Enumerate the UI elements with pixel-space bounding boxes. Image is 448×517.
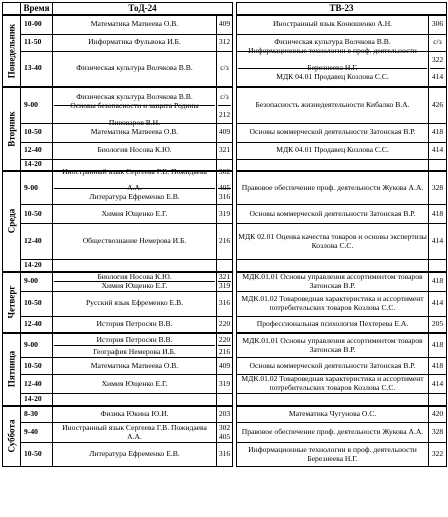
room-number: 409 xyxy=(218,19,231,29)
lesson-text: История Петросян В.В. xyxy=(96,318,173,328)
group2-room xyxy=(429,51,447,87)
group2-subject xyxy=(237,333,429,358)
lesson-text: Информационные технологии в проф. деятельности Березнеева Н.Г. xyxy=(248,444,417,463)
group1-room xyxy=(217,34,233,51)
group2-room xyxy=(429,291,447,316)
time-cell: 9-00 xyxy=(21,272,53,292)
group1-subject xyxy=(53,142,217,159)
group2-subject xyxy=(237,423,429,443)
room-number: 409 xyxy=(218,360,231,370)
group1-room xyxy=(217,272,233,292)
lesson-text: МДК.01.02 Товароведная характеристика и ассортимент потребительских товаров Козлова С.С. xyxy=(241,374,424,392)
group2-room xyxy=(429,34,447,51)
lesson-text: Информационные технологии в проф. деятельности Березнеева Н.Г. xyxy=(248,46,417,72)
lesson-text: Литература Ефременко Е.В. xyxy=(89,449,180,459)
room-number: 328 xyxy=(431,427,444,437)
group1-subject xyxy=(53,167,217,205)
lesson-text: Иностранный язык Сергеева Г.В. Пожидаева А.А. xyxy=(62,422,207,441)
time-cell: 14-20 xyxy=(21,260,53,272)
group2-subject xyxy=(237,375,429,394)
schedule-row xyxy=(3,142,447,159)
group2-room xyxy=(429,406,447,423)
room-number: 212 xyxy=(218,105,231,123)
group1-subject xyxy=(53,205,217,224)
room-number: с/з xyxy=(220,63,229,73)
lesson-text: Математика Матвеева О.В. xyxy=(90,360,179,370)
time-cell: 10-50 xyxy=(21,358,53,375)
group1-subject xyxy=(53,316,217,333)
group2-room xyxy=(429,123,447,142)
room-number: 414 xyxy=(431,378,444,388)
group1-subject xyxy=(53,51,217,87)
schedule-row xyxy=(3,224,447,260)
lesson-text: Иностранный язык Конюшенко А.Н. xyxy=(272,19,393,29)
lesson-text: МДК.01.01 Основы управления ассортиментом товаров Затонская В.Р. xyxy=(242,271,423,290)
lesson-text: Физическая культура Волчкова В.В. xyxy=(76,63,193,73)
day-label: Суббота xyxy=(6,419,16,453)
group1-subject xyxy=(53,224,217,260)
room-number: 316 xyxy=(218,188,231,205)
group1-room xyxy=(217,15,233,34)
group2-room xyxy=(429,358,447,375)
day-label: Среда xyxy=(6,209,16,234)
group1-room xyxy=(217,423,233,443)
group2-room xyxy=(429,375,447,394)
schedule-row xyxy=(3,205,447,224)
group2-room xyxy=(429,423,447,443)
group2-subject xyxy=(237,87,429,124)
room-number: 321 xyxy=(218,145,231,155)
group1-subject xyxy=(53,333,217,358)
group2-subject xyxy=(237,291,429,316)
header-row xyxy=(3,3,447,16)
room-number: 414 xyxy=(430,68,445,86)
room-number: 312 xyxy=(218,37,231,47)
lesson-text: Основы коммерческой деятельности Затонская В.Р. xyxy=(249,208,416,218)
room-number: 321 xyxy=(218,271,231,281)
group2-room xyxy=(429,15,447,34)
group1-room xyxy=(217,291,233,316)
group1-subject xyxy=(53,375,217,394)
time-cell: 13-40 xyxy=(21,51,53,87)
group2-room xyxy=(429,394,447,406)
day-label: Вторник xyxy=(6,111,16,147)
lesson-text: Физика Юкина Ю.И. xyxy=(100,408,169,418)
lesson-text: Математика Чугунова О.С. xyxy=(288,408,377,418)
day-cell xyxy=(3,15,21,87)
group2-room xyxy=(429,205,447,224)
lesson-text: Литература Ефременко Е.В. xyxy=(54,188,215,205)
schedule-row xyxy=(3,260,447,272)
schedule-row xyxy=(3,51,447,87)
group2-header: ТВ-23 xyxy=(237,3,447,16)
group2-room xyxy=(429,142,447,159)
lesson-text: Химия Ющенко Е.Г. xyxy=(101,208,168,218)
group2-subject xyxy=(237,171,429,205)
group2-room xyxy=(429,159,447,171)
time-cell: 9-00 xyxy=(21,333,53,358)
room-number: 216 xyxy=(218,347,231,356)
schedule-row xyxy=(3,375,447,394)
schedule-row xyxy=(3,291,447,316)
time-cell: 10-00 xyxy=(21,15,53,34)
group2-subject xyxy=(237,260,429,272)
schedule-row xyxy=(3,423,447,443)
group1-subject xyxy=(53,394,217,406)
lesson-text: История Петросян В.В. xyxy=(96,335,173,344)
group2-subject xyxy=(237,123,429,142)
schedule-row xyxy=(3,15,447,34)
group1-room xyxy=(217,260,233,272)
room-number: 414 xyxy=(431,298,444,308)
day-cell xyxy=(3,171,21,272)
lesson-text: Биология Носова К.Ю. xyxy=(97,271,172,281)
time-cell: 14-20 xyxy=(21,159,53,171)
room-number: 203 xyxy=(218,408,231,418)
lesson-text: МДК 02.01 Оценка качества товаров и основы экспертизы Козлова С.С. xyxy=(238,231,427,250)
lesson-text: Безопасность жизнедеятельности Кибалко В.А. xyxy=(255,99,410,109)
group2-subject xyxy=(237,46,429,87)
time-cell: 14-20 xyxy=(21,394,53,406)
schedule-row xyxy=(3,358,447,375)
group1-room xyxy=(217,51,233,87)
group1-room xyxy=(217,224,233,260)
group2-subject xyxy=(237,316,429,333)
day-cell xyxy=(3,87,21,172)
group1-room xyxy=(217,406,233,423)
group2-subject xyxy=(237,224,429,260)
schedule-row xyxy=(3,443,447,467)
time-cell: 12-40 xyxy=(21,316,53,333)
schedule-row xyxy=(3,87,447,124)
room-number: 205 xyxy=(431,318,444,328)
lesson-text: Иностранный язык Сергеева Г.В. Пожидаева А.А. xyxy=(62,167,207,192)
room-number: 328 xyxy=(431,182,444,192)
time-cell: 12-40 xyxy=(21,142,53,159)
lesson-text: Основы коммерческой деятельности Затонская В.Р. xyxy=(249,127,416,137)
group2-subject xyxy=(237,159,429,171)
room-number: 418 xyxy=(431,276,444,286)
lesson-text: МДК.01.02 Товароведная характеристика и ассортимент потребительских товаров Козлова С.С. xyxy=(241,293,424,312)
group1-subject xyxy=(53,358,217,375)
room-number: 418 xyxy=(431,340,444,350)
group2-room xyxy=(429,87,447,124)
room-number: 322 xyxy=(431,54,444,64)
time-cell: 10-50 xyxy=(21,443,53,467)
group1-subject xyxy=(53,423,217,443)
lesson-text: Химия Ющенко Е.Г. xyxy=(54,281,215,291)
group1-room xyxy=(217,358,233,375)
room-number: 409 xyxy=(218,127,231,137)
group2-subject xyxy=(237,358,429,375)
corner-cell xyxy=(3,3,21,16)
group1-subject xyxy=(53,87,217,127)
time-cell: 12-40 xyxy=(21,224,53,260)
room-number: 306 xyxy=(431,19,444,29)
schedule-row xyxy=(3,333,447,358)
room-number: 220 xyxy=(218,335,231,344)
group1-room xyxy=(217,142,233,159)
lesson-text: Биология Носова К.Ю. xyxy=(97,145,172,155)
lesson-text: География Немерова И.Б. xyxy=(54,345,215,357)
lesson-text: Физическая культура Волчкова В.В. xyxy=(274,37,391,47)
group2-subject xyxy=(237,15,429,34)
group2-room xyxy=(429,171,447,205)
group2-subject xyxy=(237,272,429,292)
group1-subject xyxy=(53,291,217,316)
group1-room xyxy=(217,87,233,124)
lesson-text: Профессиональная психология Пехтерева Е.А. xyxy=(256,318,409,328)
group1-subject xyxy=(53,260,217,272)
group1-room xyxy=(217,375,233,394)
lesson-text: Русский язык Ефременко Е.В. xyxy=(85,298,184,308)
group1-room xyxy=(217,443,233,467)
time-cell: 10-50 xyxy=(21,205,53,224)
lesson-text: Информатика Фульвока И.Б. xyxy=(88,37,181,47)
room-number: 302 405 xyxy=(218,422,231,441)
group1-room xyxy=(217,167,233,205)
group2-room xyxy=(429,333,447,358)
group1-subject xyxy=(53,443,217,467)
room-number: 316 xyxy=(218,449,231,459)
time-cell: 12-40 xyxy=(21,375,53,394)
lesson-text: МДК 04.01 Продавец Козлова С.С. xyxy=(276,145,389,155)
schedule-row xyxy=(3,171,447,205)
room-number: 319 xyxy=(218,378,231,388)
group2-room xyxy=(429,316,447,333)
room-number: 418 xyxy=(431,127,444,137)
schedule-row xyxy=(3,406,447,423)
day-cell xyxy=(3,406,21,467)
lesson-text: Правовое обеспечение проф. деятельности Жукова А.А. xyxy=(241,182,424,192)
time-cell: 9-40 xyxy=(21,423,53,443)
lesson-text: Математика Матвеева О.В. xyxy=(90,127,179,137)
room-number: 418 xyxy=(431,208,444,218)
group1-room xyxy=(217,205,233,224)
group2-room xyxy=(429,443,447,467)
lesson-text: Физическая культура Волчкова В.В. xyxy=(76,91,193,101)
schedule-row xyxy=(3,316,447,333)
time-cell: 9-00 xyxy=(21,87,53,124)
schedule-row xyxy=(3,272,447,292)
day-cell xyxy=(3,272,21,334)
group1-subject xyxy=(53,272,217,292)
schedule-row xyxy=(3,394,447,406)
group2-subject xyxy=(237,394,429,406)
room-number: 216 xyxy=(218,236,231,246)
group1-room xyxy=(217,316,233,333)
day-label: Четверг xyxy=(6,285,16,319)
lesson-text: МДК 04.01 Продавец Козлова С.С. xyxy=(238,68,427,86)
group2-subject xyxy=(237,443,429,467)
group2-subject xyxy=(237,205,429,224)
lesson-text: Правовое обеспечение проф. деятельности Жукова А.А. xyxy=(241,427,424,437)
group2-room xyxy=(429,224,447,260)
room-number: 319 xyxy=(218,208,231,218)
time-cell: 11-50 xyxy=(21,34,53,51)
lesson-text: Основы безопасности и защита Родины Пивоваров В.Н. xyxy=(54,105,215,123)
group2-subject xyxy=(237,142,429,159)
group2-room xyxy=(429,260,447,272)
group1-subject xyxy=(53,406,217,423)
group2-room xyxy=(429,272,447,292)
room-number: 414 xyxy=(431,145,444,155)
group1-room xyxy=(217,394,233,406)
day-cell xyxy=(3,333,21,406)
room-number: 220 xyxy=(218,318,231,328)
room-number: 418 xyxy=(431,360,444,370)
room-number: 316 xyxy=(218,298,231,308)
day-label: Пятница xyxy=(6,351,16,388)
time-cell: 8-30 xyxy=(21,406,53,423)
room-number: 302 405 xyxy=(218,167,231,192)
time-cell: 9-00 xyxy=(21,171,53,205)
room-number: с/з xyxy=(220,91,229,101)
room-number: 319 xyxy=(218,281,231,290)
lesson-text: Математика Матвеева О.В. xyxy=(90,19,179,29)
lesson-text: Обществознание Немерова И.Б. xyxy=(82,236,187,246)
room-number: 322 xyxy=(431,449,444,459)
lesson-text: МДК.01.01 Основы управления ассортиментом товаров Затонская В.Р. xyxy=(242,335,423,354)
group1-subject xyxy=(53,34,217,51)
group2-subject xyxy=(237,406,429,423)
group1-room xyxy=(217,333,233,358)
lesson-text: Основы коммерческой деятельности Затонская В.Р. xyxy=(249,360,416,370)
time-cell: 10-50 xyxy=(21,123,53,142)
room-number: 426 xyxy=(431,99,444,109)
group1-header: ТоД-24 xyxy=(53,3,233,16)
group1-subject xyxy=(53,15,217,34)
time-cell: 10-50 xyxy=(21,291,53,316)
room-number: с/з xyxy=(433,37,442,47)
room-number: 420 xyxy=(431,408,444,418)
time-header: Время xyxy=(21,3,53,16)
group1-room xyxy=(217,123,233,142)
schedule-table xyxy=(2,2,447,467)
room-number: 414 xyxy=(431,236,444,246)
day-label: Понедельник xyxy=(6,23,16,78)
lesson-text: Химия Ющенко Е.Г. xyxy=(101,378,168,388)
